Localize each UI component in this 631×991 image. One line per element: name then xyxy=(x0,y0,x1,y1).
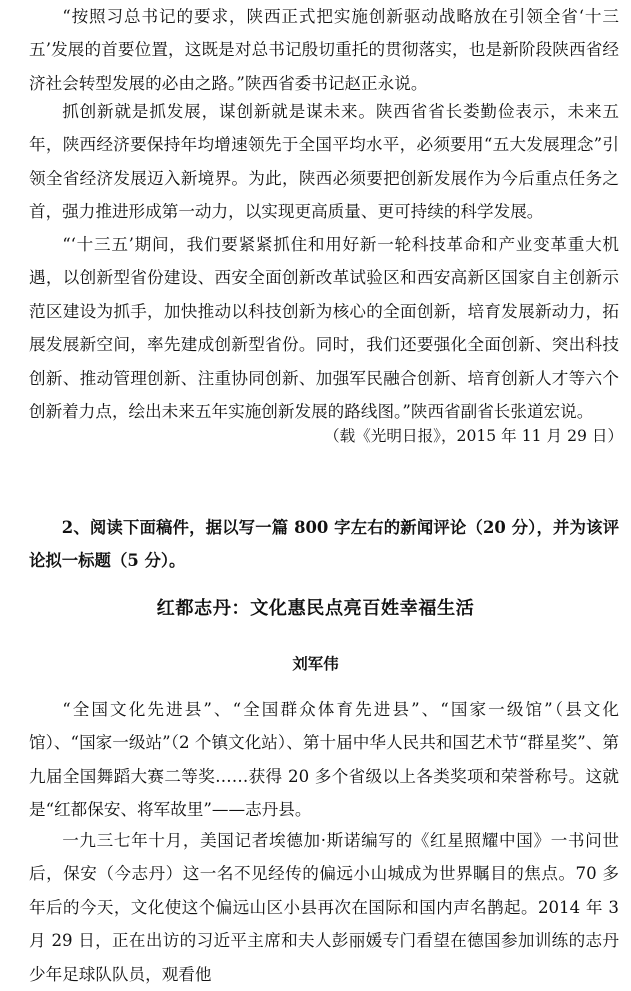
article-paragraph: 一九三七年十月，美国记者埃德加·斯诺编写的《红星照耀中国》一书问世后，保安（今志丹）这一名不见经传的偏远小山城成为世界瞩目的焦点。70 多年后的今天，文化使这个偏远山区小县再次在国际和国内声名鹊起。2014 年 3 月 29 日，正在出访的习近平主席和夫人彭丽媛专门看望在德国参加训练的志丹少年足球队队员，观看他 xyxy=(29,831,619,984)
source-citation: （载《光明日报》，2015 年 11 月 29 日） xyxy=(324,427,624,445)
article-title: 红都志丹：文化惠民点亮百姓幸福生活 xyxy=(156,598,475,619)
article-paragraph: “全国文化先进县”、“全国群众体育先进县”、“国家一级馆”（县文化馆）、“国家一级站”（2 个镇文化站）、第十届中华人民共和国艺术节“群星奖”、第九届全国舞蹈大赛二等奖……获得 20 多个省级以上各类奖项和荣誉称号。这就是“红都保安、将军故里”——志丹县。 xyxy=(29,700,619,820)
exam-question: 2、阅读下面稿件，据以写一篇 800 字左右的新闻评论（20 分），并为该评论拟一标题（5 分）。 xyxy=(29,518,619,571)
body-paragraph: “按照习总书记的要求，陕西正式把实施创新驱动战略放在引领全省‘十三五’发展的首要位置，这既是对总书记殷切重托的贯彻落实，也是新阶段陕西省经济社会转型发展的必由之路。”陕西省委书记赵正永说。 xyxy=(29,7,619,93)
body-paragraph: “‘十三五’期间，我们要紧紧抓住和用好新一轮科技革命和产业变革重大机遇，以创新型省份建设、西安全面创新改革试验区和西安高新区国家自主创新示范区建设为抓手，加快推动以科技创新为核心的全面创新，培育发展新动力，拓展发展新空间，率先建成创新型省份。同时，我们还要强化全面创新、突出科技创新、推动管理创新、注重协同创新、加强军民融合创新、培育创新人才等六个创新着力点，绘出未来五年实施创新发展的路线图。”陕西省副省长张道宏说。 xyxy=(29,235,619,422)
article-author: 刘军伟 xyxy=(292,655,339,673)
body-paragraph: 抓创新就是抓发展，谋创新就是谋未来。陕西省省长娄勤俭表示，未来五年，陕西经济要保持年均增速领先于全国平均水平，必须要用“五大发展理念”引领全省经济发展迈入新境界。为此，陕西必须要把创新发展作为今后重点任务之首，强力推进形成第一动力，以实现更高质量、更可持续的科学发展。 xyxy=(29,102,619,222)
